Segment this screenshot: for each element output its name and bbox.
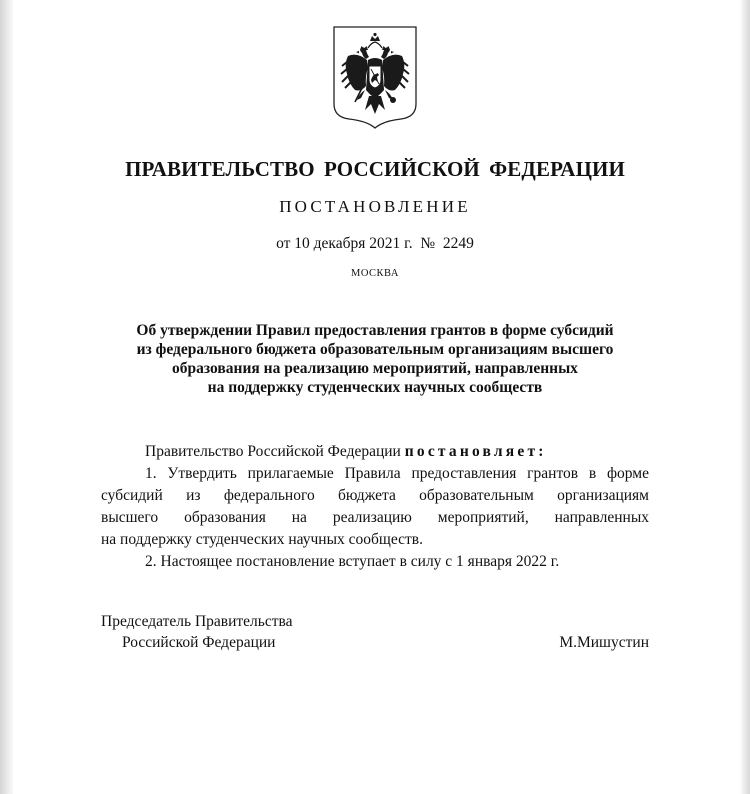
page-left-edge xyxy=(0,0,13,794)
document-body xyxy=(101,441,649,573)
subject-line: из федерального бюджета образовательным организациям высшего xyxy=(136,341,614,358)
russian-coat-of-arms-icon xyxy=(331,24,419,130)
document-date-number: от 10 декабря 2021 г. № 2249 xyxy=(276,235,474,252)
signatory-role-line: Российской Федерации xyxy=(122,634,276,651)
signature-block xyxy=(101,611,649,653)
government-title: ПРАВИТЕЛЬСТВО РОССИЙСКОЙ ФЕДЕРАЦИИ xyxy=(125,157,625,181)
document-city: МОСКВА xyxy=(351,268,399,279)
paragraph-1-line: субсидий из федерального бюджета образовательным организациям xyxy=(101,487,649,504)
paragraph-2: 2. Настоящее постановление вступает в силу с 1 января 2022 г. xyxy=(145,553,560,570)
subject-line: на поддержку студенческих научных сообществ xyxy=(207,379,543,396)
paragraph-1-line: на поддержку студенческих научных сообществ. xyxy=(101,531,423,548)
document-type: ПОСТАНОВЛЕНИЕ xyxy=(279,197,471,216)
signatory-name: М.Мишустин xyxy=(559,634,649,651)
subject-line: образования на реализацию мероприятий, направленных xyxy=(172,360,578,377)
page-right-edge xyxy=(740,0,750,794)
paragraph-1-line: 1. Утвердить прилагаемые Правила предоставления грантов в форме xyxy=(145,465,649,482)
subject-line: Об утверждении Правил предоставления грантов в форме субсидий xyxy=(136,322,614,339)
intro-paragraph xyxy=(101,441,649,463)
paragraph-1-line: высшего образования на реализацию мероприятий, направленных xyxy=(101,509,649,526)
signatory-role-line: Председатель Правительства xyxy=(101,613,293,630)
intro-text: Правительство Российской Федерации xyxy=(145,443,405,460)
resolution-word: постановляет: xyxy=(404,443,547,460)
document-subject xyxy=(0,321,750,397)
